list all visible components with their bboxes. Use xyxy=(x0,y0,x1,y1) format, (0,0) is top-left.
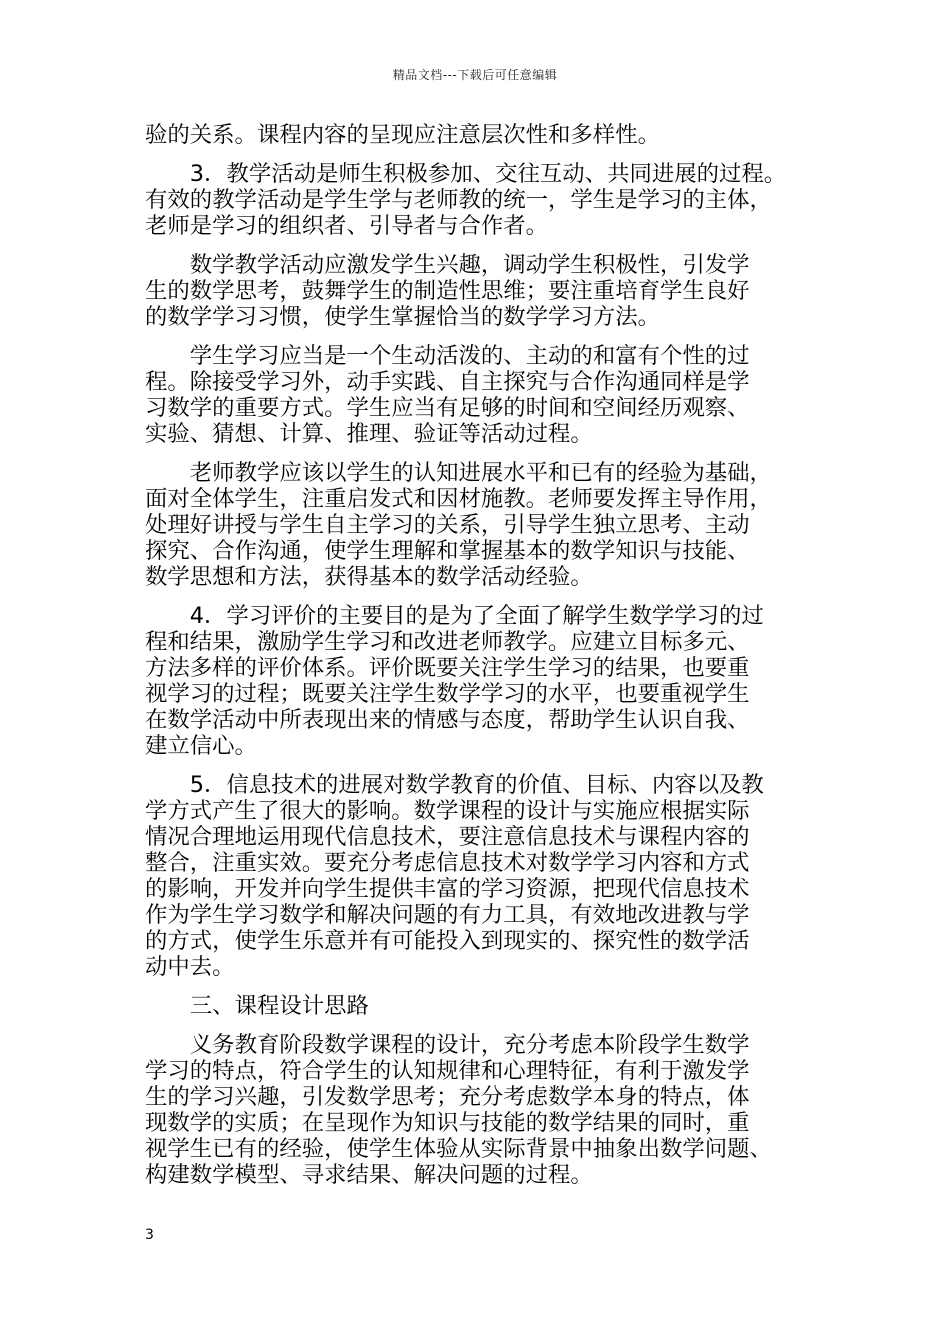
page-number: 3 xyxy=(145,1227,154,1243)
paragraph-item-5: 5．信息技术的进展对数学教育的价值、目标、内容以及教 学方式产生了很大的影响。数学课程的设计与实施应根据实际 情况合理地运用现代信息技术，要注意信息技术与课程内容的 整合，注重实效。要充分考虑信息技术对数学学习内容和方式 的影响，开发并向学生提供丰富的学习资源，把现代信息技术 作为学生学习数学和解决问题的有力工具，有效地改进教与学 的方式，使学生乐意并有可能投入到现实的、探究性的数学活 动中去。 xyxy=(145,772,764,980)
paragraph-student-learning: 学生学习应当是一个生动活泼的、主动的和富有个性的过 程。除接受学习外，动手实践、自主探究与合作沟通同样是学 习数学的重要方式。学生应当有足够的时间和空间经历观察、 实验、猜想、计算、推理、验证等活动过程。 xyxy=(145,343,750,447)
paragraph-item-4: 4．学习评价的主要目的是为了全面了解学生数学学习的过 程和结果，激励学生学习和改进老师教学。应建立目标多元、 方法多样的评价体系。评价既要关注学生学习的结果，也要重 视学习的过程；既要关注学生数学学习的水平，也要重视学生 在数学活动中所表现出来的情感与态度，帮助学生认识自我、 建立信心。 xyxy=(145,603,764,759)
document-body xyxy=(145,122,815,1201)
paragraph-continuation: 验的关系。课程内容的呈现应注意层次性和多样性。 xyxy=(145,122,660,148)
section-heading: 三、课程设计思路 xyxy=(189,993,369,1019)
page-header: 精品文档---下载后可任意编辑 xyxy=(392,68,558,82)
paragraph-teaching-activity: 数学教学活动应激发学生兴趣，调动学生积极性，引发学 生的数学思考，鼓舞学生的制造性思维；要注重培育学生良好 的数学学习习惯，使学生掌握恰当的数学学习方法。 xyxy=(145,252,750,330)
paragraph-item-3: 3．教学活动是师生积极参加、交往互动、共同进展的过程。 有效的教学活动是学生学与老师教的统一，学生是学习的主体， 老师是学习的组织者、引导者与合作者。 xyxy=(145,161,787,239)
paragraph-teacher-teaching: 老师教学应该以学生的认知进展水平和已有的经验为基础， 面对全体学生，注重启发式和因材施教。老师要发挥主导作用， 处理好讲授与学生自主学习的关系，引导学生独立思考、主动 探究、合作沟通，使学生理解和掌握基本的数学知识与技能、 数学思想和方法，获得基本的数学活动经验。 xyxy=(145,460,772,590)
paragraph-course-design: 义务教育阶段数学课程的设计，充分考虑本阶段学生数学 学习的特点，符合学生的认知规律和心理特征，有利于激发学 生的学习兴趣，引发数学思考；充分考虑数学本身的特点，体 现数学的实质；在呈现作为知识与技能的数学结果的同时，重 视学生已有的经验，使学生体验从实际背景中抽象出数学问题、 构建数学模型、寻求结果、解决问题的过程。 xyxy=(145,1032,772,1188)
